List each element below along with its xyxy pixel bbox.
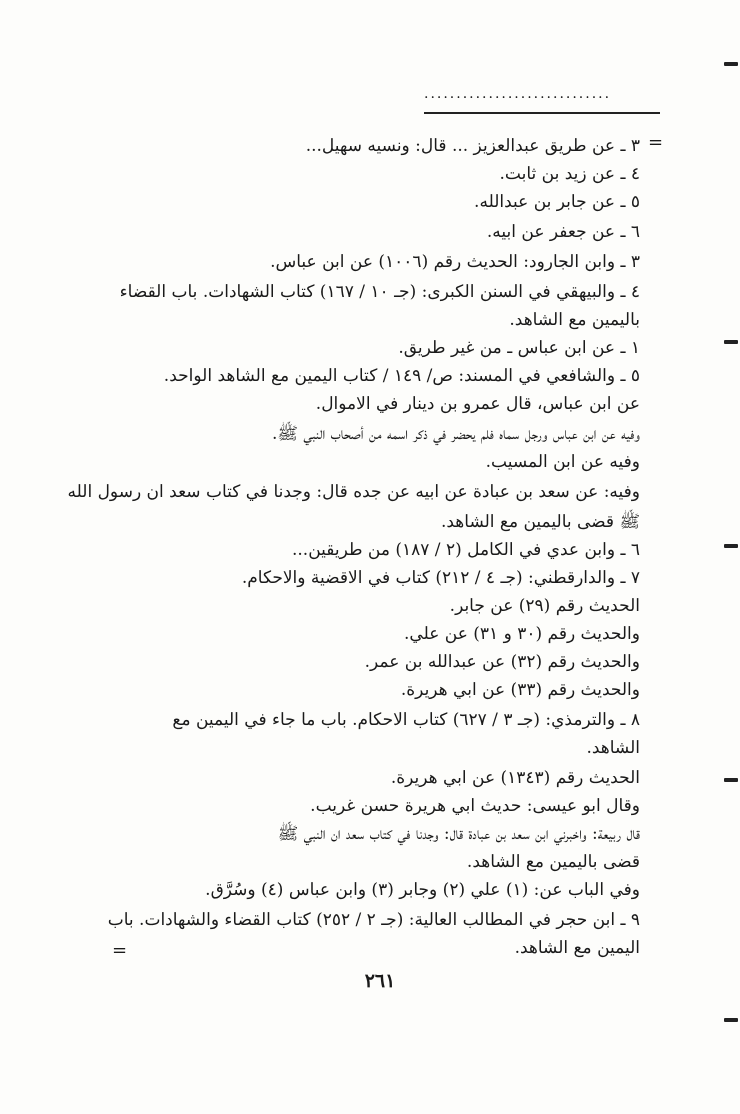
margin-mark bbox=[724, 62, 738, 66]
text-line: ٦ ـ عن جعفر عن ابيه. bbox=[486, 222, 640, 242]
text-line: والحديث رقم (٣٣) عن ابي هريرة. bbox=[400, 680, 640, 700]
text-line: ﷺ قضى باليمين مع الشاهد. bbox=[440, 512, 640, 532]
text-line: الشاهد. bbox=[586, 738, 640, 758]
page-number-text: ٢٦١ bbox=[364, 970, 396, 992]
text-line: عن ابن عباس، قال عمرو بن دينار في الاموال. bbox=[315, 394, 640, 414]
text-line: ٦ ـ وابن عدي في الكامل (٢ / ١٨٧) من طريقين... bbox=[291, 540, 640, 560]
text-line: ١ ـ عن ابن عباس ـ من غير طريق. bbox=[398, 338, 640, 358]
text-line: ٤ ـ عن زيد بن ثابت. bbox=[499, 164, 640, 184]
header-rule bbox=[424, 112, 660, 114]
text-line: وفي الباب عن: (١) علي (٢) وجابر (٣) وابن عباس (٤) وسُرَّق. bbox=[205, 880, 640, 900]
continuation-mark: = bbox=[648, 132, 664, 153]
text-line: ٣ ـ وابن الجارود: الحديث رقم (١٠٠٦) عن ابن عباس. bbox=[270, 252, 640, 272]
text-line: باليمين مع الشاهد. bbox=[509, 310, 640, 330]
page-number bbox=[0, 970, 740, 992]
text-line: والحديث رقم (٣٢) عن عبدالله بن عمر. bbox=[364, 652, 640, 672]
text-line: ٧ ـ والدارقطني: (جـ ٤ / ٢١٢) كتاب في الاقضية والاحكام. bbox=[241, 568, 640, 588]
text-line: ٨ ـ والترمذي: (جـ ٣ / ٦٢٧) كتاب الاحكام. باب ما جاء في اليمين مع bbox=[172, 710, 640, 730]
margin-mark bbox=[724, 778, 738, 782]
header-dots: ............................. bbox=[424, 86, 612, 102]
text-line: وفيه: عن سعد بن عبادة عن ابيه عن جده قال: وجدنا في كتاب سعد ان رسول الله bbox=[67, 482, 640, 502]
text-line: ٥ ـ والشافعي في المسند: ص/ ١٤٩ / كتاب اليمين مع الشاهد الواحد. bbox=[163, 366, 640, 386]
text-line: وقال ابو عيسى: حديث ابي هريرة حسن غريب. bbox=[310, 796, 640, 816]
text-line: ٥ ـ عن جابر بن عبدالله. bbox=[474, 192, 640, 212]
margin-mark bbox=[724, 1018, 738, 1022]
margin-mark bbox=[724, 544, 738, 548]
margin-mark bbox=[724, 340, 738, 344]
text-line: ٤ ـ والبيهقي في السنن الكبرى: (جـ ١٠ / ١٦٧) كتاب الشهادات. باب القضاء bbox=[119, 282, 640, 302]
text-line: قضى باليمين مع الشاهد. bbox=[466, 852, 640, 872]
text-line: وفيه عن ابن المسيب. bbox=[485, 452, 640, 472]
text-line: ٩ ـ ابن حجر في المطالب العالية: (جـ ٢ / ٢٥٢) كتاب القضاء والشهادات. باب bbox=[107, 910, 640, 930]
text-line: قال ربيعة: واخبرني ابن سعد بن عبادة قال: وجدنا في كتاب سعد ان النبي ﷺ bbox=[277, 824, 640, 844]
text-line: الحديث رقم (١٣٤٣) عن ابي هريرة. bbox=[390, 768, 640, 788]
continuation-mark: = bbox=[112, 940, 128, 961]
text-line: والحديث رقم (٣٠ و ٣١) عن علي. bbox=[404, 624, 640, 644]
text-line: وفيه عن ابن عباس ورجل سماه فلم يحضر في ذكر اسمه من أصحاب النبي ﷺ. bbox=[272, 424, 640, 444]
text-line: اليمين مع الشاهد. bbox=[514, 938, 640, 958]
text-line: ٣ ـ عن طريق عبدالعزيز ... قال: ونسيه سهيل... bbox=[305, 136, 640, 156]
text-line: الحديث رقم (٢٩) عن جابر. bbox=[449, 596, 640, 616]
